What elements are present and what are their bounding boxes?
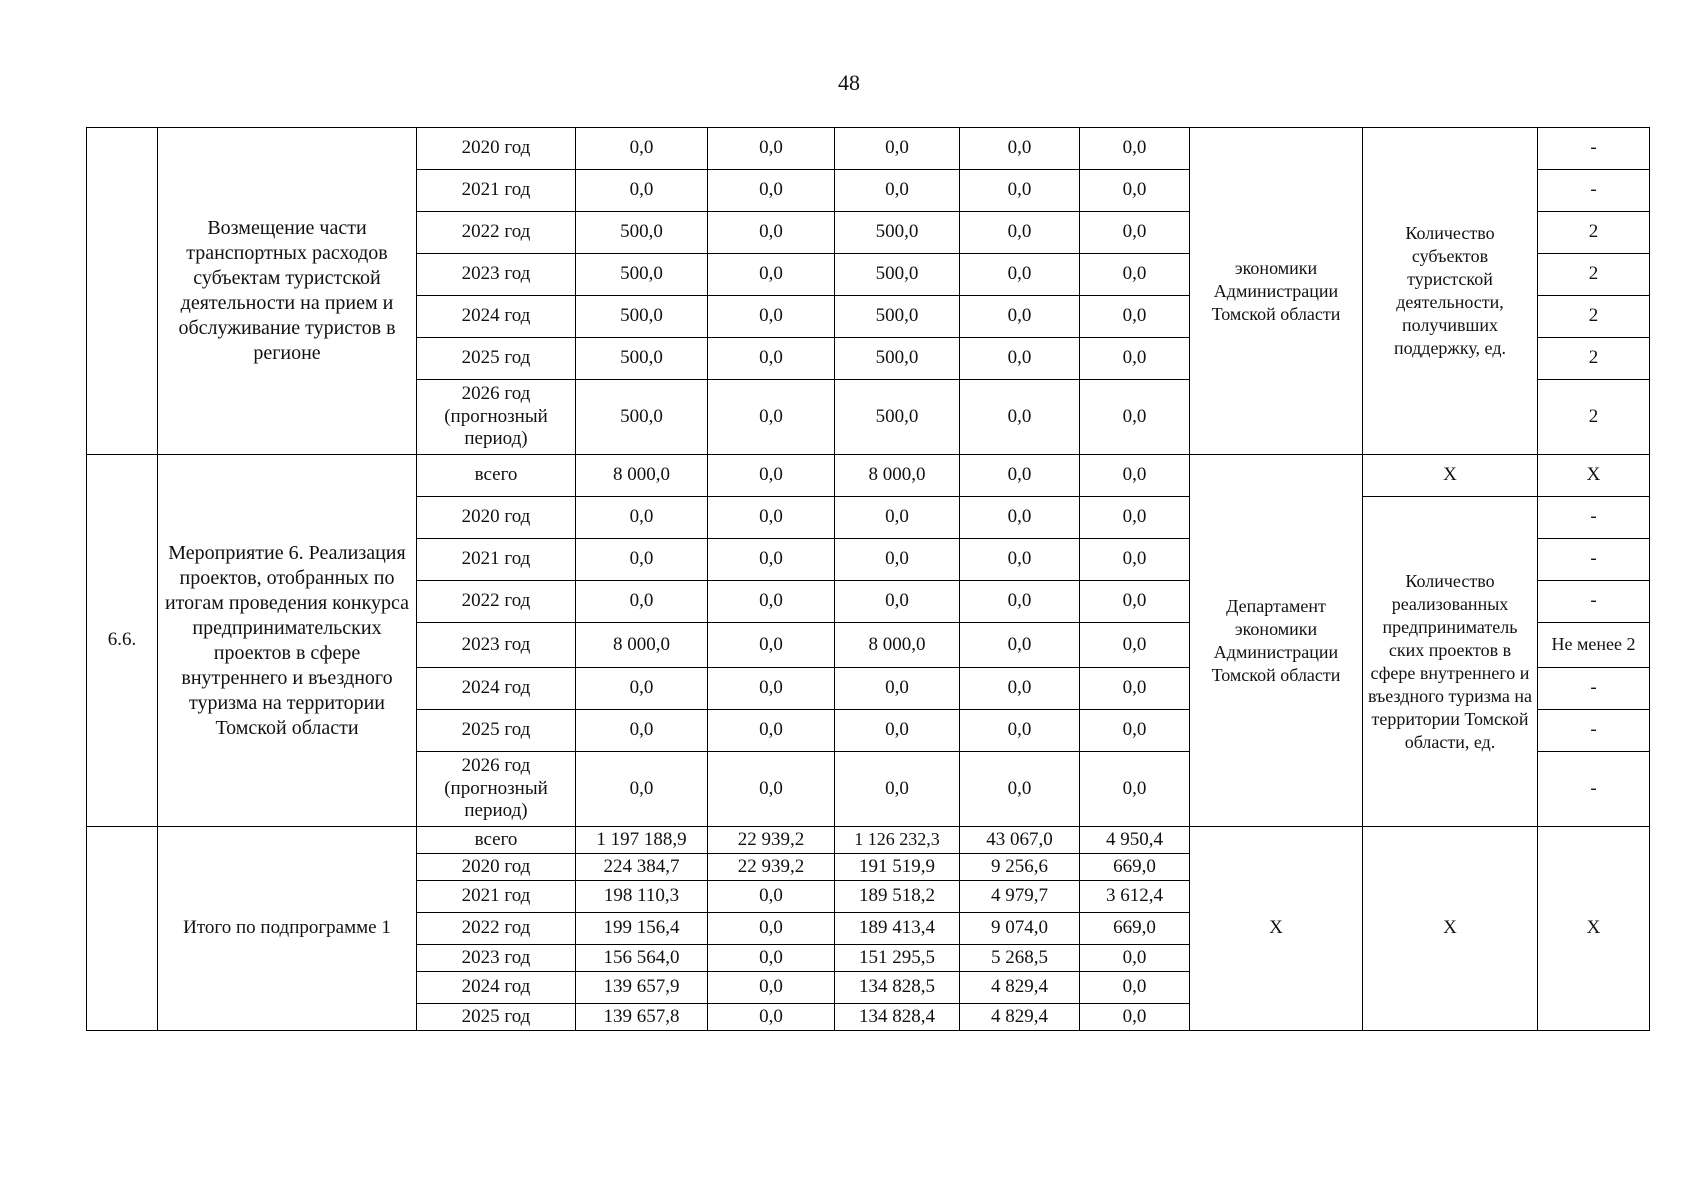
local-value: 9 074,0 [960, 913, 1080, 945]
year-cell: 2026 год (прогнозный период) [417, 752, 576, 827]
row-number-cell [87, 827, 158, 1031]
indicator-name: X [1363, 827, 1538, 1031]
federal-value: 0,0 [708, 945, 835, 972]
regional-value: 500,0 [835, 380, 960, 455]
federal-value: 0,0 [708, 881, 835, 913]
extra-value: 0,0 [1080, 254, 1190, 296]
extra-value: 0,0 [1080, 296, 1190, 338]
regional-value: 500,0 [835, 254, 960, 296]
total-value: 0,0 [576, 128, 708, 170]
measure-description: Мероприятие 6. Реализация проектов, отобранных по итогам проведения конкурса предпринимательских проектов в сфере внутреннего и въездного туризма на территории Томской области [158, 455, 417, 827]
local-value: 4 829,4 [960, 972, 1080, 1004]
federal-value: 0,0 [708, 497, 835, 539]
target-value: - [1538, 170, 1650, 212]
budget-table [86, 127, 1650, 1031]
local-value: 0,0 [960, 455, 1080, 497]
total-value: 0,0 [576, 581, 708, 623]
extra-value: 0,0 [1080, 128, 1190, 170]
federal-value: 0,0 [708, 1004, 835, 1031]
regional-value: 189 518,2 [835, 881, 960, 913]
total-value: 500,0 [576, 254, 708, 296]
year-cell: 2022 год [417, 581, 576, 623]
local-value: 0,0 [960, 254, 1080, 296]
total-value: 224 384,7 [576, 854, 708, 881]
extra-value: 669,0 [1080, 913, 1190, 945]
regional-value: 0,0 [835, 668, 960, 710]
local-value: 0,0 [960, 668, 1080, 710]
year-cell: всего [417, 827, 576, 854]
measure-description: Возмещение части транспортных расходов субъектам туристской деятельности на прием и обслуживание туристов в регионе [158, 128, 417, 455]
extra-value: 0,0 [1080, 710, 1190, 752]
indicator-name: Количество субъектов туристской деятельности, получивших поддержку, ед. [1363, 128, 1538, 455]
year-cell: 2023 год [417, 945, 576, 972]
year-cell: 2024 год [417, 972, 576, 1004]
federal-value: 0,0 [708, 539, 835, 581]
total-value: 500,0 [576, 338, 708, 380]
local-value: 0,0 [960, 623, 1080, 668]
regional-value: 0,0 [835, 497, 960, 539]
federal-value: 22 939,2 [708, 827, 835, 854]
target-value: 2 [1538, 338, 1650, 380]
extra-value: 0,0 [1080, 972, 1190, 1004]
local-value: 0,0 [960, 752, 1080, 827]
total-value: 500,0 [576, 212, 708, 254]
target-value: X [1538, 827, 1650, 1031]
year-cell: 2022 год [417, 913, 576, 945]
regional-value: 0,0 [835, 710, 960, 752]
extra-value: 669,0 [1080, 854, 1190, 881]
federal-value: 0,0 [708, 913, 835, 945]
total-value: 0,0 [576, 710, 708, 752]
local-value: 0,0 [960, 128, 1080, 170]
local-value: 5 268,5 [960, 945, 1080, 972]
total-value: 0,0 [576, 170, 708, 212]
total-value: 1 197 188,9 [576, 827, 708, 854]
target-value: X [1538, 455, 1650, 497]
extra-value: 0,0 [1080, 752, 1190, 827]
federal-value: 0,0 [708, 752, 835, 827]
indicator-name: Количество реализованных предприниматель ских проектов в сфере внутреннего и въездного туризма на территории Томской области, ед. [1363, 497, 1538, 827]
target-value: 2 [1538, 212, 1650, 254]
federal-value: 0,0 [708, 254, 835, 296]
row-number-cell: 6.6. [87, 455, 158, 827]
total-value: 0,0 [576, 752, 708, 827]
regional-value: 0,0 [835, 752, 960, 827]
local-value: 0,0 [960, 296, 1080, 338]
table-row [87, 455, 1650, 497]
regional-value: 189 413,4 [835, 913, 960, 945]
local-value: 4 979,7 [960, 881, 1080, 913]
extra-value: 3 612,4 [1080, 881, 1190, 913]
total-value: 139 657,8 [576, 1004, 708, 1031]
regional-value: 0,0 [835, 581, 960, 623]
local-value: 0,0 [960, 581, 1080, 623]
total-value: 500,0 [576, 380, 708, 455]
local-value: 0,0 [960, 212, 1080, 254]
target-value: 2 [1538, 380, 1650, 455]
regional-value: 8 000,0 [835, 623, 960, 668]
total-value: 500,0 [576, 296, 708, 338]
table-row [87, 827, 1650, 854]
extra-value: 0,0 [1080, 212, 1190, 254]
year-cell: 2020 год [417, 128, 576, 170]
target-value: 2 [1538, 296, 1650, 338]
extra-value: 0,0 [1080, 668, 1190, 710]
year-cell: 2020 год [417, 497, 576, 539]
regional-value: 1 126 232,3 [835, 827, 960, 854]
row-number-cell [87, 128, 158, 455]
extra-value: 0,0 [1080, 170, 1190, 212]
extra-value: 0,0 [1080, 945, 1190, 972]
regional-value: 0,0 [835, 539, 960, 581]
year-cell: 2020 год [417, 854, 576, 881]
extra-value: 0,0 [1080, 497, 1190, 539]
total-value: 0,0 [576, 539, 708, 581]
federal-value: 0,0 [708, 623, 835, 668]
year-cell: 2022 год [417, 212, 576, 254]
regional-value: 151 295,5 [835, 945, 960, 972]
year-cell: 2021 год [417, 881, 576, 913]
federal-value: 0,0 [708, 296, 835, 338]
responsible-organization: Департамент экономики Администрации Томской области [1190, 455, 1363, 827]
regional-value: 134 828,5 [835, 972, 960, 1004]
total-value: 0,0 [576, 497, 708, 539]
local-value: 4 829,4 [960, 1004, 1080, 1031]
local-value: 0,0 [960, 380, 1080, 455]
total-value: 0,0 [576, 668, 708, 710]
federal-value: 0,0 [708, 455, 835, 497]
year-cell: 2024 год [417, 668, 576, 710]
total-value: 198 110,3 [576, 881, 708, 913]
federal-value: 0,0 [708, 581, 835, 623]
target-value: Не менее 2 [1538, 623, 1650, 668]
regional-value: 500,0 [835, 296, 960, 338]
year-cell: всего [417, 455, 576, 497]
local-value: 0,0 [960, 539, 1080, 581]
total-value: 156 564,0 [576, 945, 708, 972]
local-value: 0,0 [960, 710, 1080, 752]
total-value: 8 000,0 [576, 455, 708, 497]
federal-value: 0,0 [708, 170, 835, 212]
regional-value: 134 828,4 [835, 1004, 960, 1031]
federal-value: 0,0 [708, 668, 835, 710]
year-cell: 2026 год (прогнозный период) [417, 380, 576, 455]
target-value: - [1538, 128, 1650, 170]
extra-value: 0,0 [1080, 581, 1190, 623]
year-cell: 2025 год [417, 338, 576, 380]
year-cell: 2023 год [417, 623, 576, 668]
regional-value: 500,0 [835, 212, 960, 254]
federal-value: 0,0 [708, 212, 835, 254]
regional-value: 0,0 [835, 128, 960, 170]
federal-value: 0,0 [708, 710, 835, 752]
target-value: - [1538, 752, 1650, 827]
federal-value: 22 939,2 [708, 854, 835, 881]
year-cell: 2021 год [417, 170, 576, 212]
extra-value: 0,0 [1080, 623, 1190, 668]
extra-value: 0,0 [1080, 338, 1190, 380]
extra-value: 0,0 [1080, 380, 1190, 455]
table-row [87, 128, 1650, 170]
year-cell: 2023 год [417, 254, 576, 296]
federal-value: 0,0 [708, 972, 835, 1004]
total-value: 199 156,4 [576, 913, 708, 945]
local-value: 43 067,0 [960, 827, 1080, 854]
year-cell: 2024 год [417, 296, 576, 338]
subprogram-total-label: Итого по подпрограмме 1 [158, 827, 417, 1031]
year-cell: 2021 год [417, 539, 576, 581]
target-value: - [1538, 710, 1650, 752]
extra-value: 0,0 [1080, 455, 1190, 497]
target-value: - [1538, 539, 1650, 581]
local-value: 0,0 [960, 170, 1080, 212]
year-cell: 2025 год [417, 1004, 576, 1031]
target-value: - [1538, 668, 1650, 710]
regional-value: 0,0 [835, 170, 960, 212]
responsible-organization: X [1190, 827, 1363, 1031]
target-value: - [1538, 497, 1650, 539]
local-value: 0,0 [960, 338, 1080, 380]
federal-value: 0,0 [708, 128, 835, 170]
extra-value: 4 950,4 [1080, 827, 1190, 854]
local-value: 9 256,6 [960, 854, 1080, 881]
target-value: 2 [1538, 254, 1650, 296]
federal-value: 0,0 [708, 338, 835, 380]
responsible-organization: экономики Администрации Томской области [1190, 128, 1363, 455]
page-number: 48 [838, 70, 860, 95]
federal-value: 0,0 [708, 380, 835, 455]
year-cell: 2025 год [417, 710, 576, 752]
target-value: - [1538, 581, 1650, 623]
indicator-name: X [1363, 455, 1538, 497]
regional-value: 8 000,0 [835, 455, 960, 497]
regional-value: 500,0 [835, 338, 960, 380]
regional-value: 191 519,9 [835, 854, 960, 881]
extra-value: 0,0 [1080, 539, 1190, 581]
local-value: 0,0 [960, 497, 1080, 539]
total-value: 139 657,9 [576, 972, 708, 1004]
total-value: 8 000,0 [576, 623, 708, 668]
extra-value: 0,0 [1080, 1004, 1190, 1031]
